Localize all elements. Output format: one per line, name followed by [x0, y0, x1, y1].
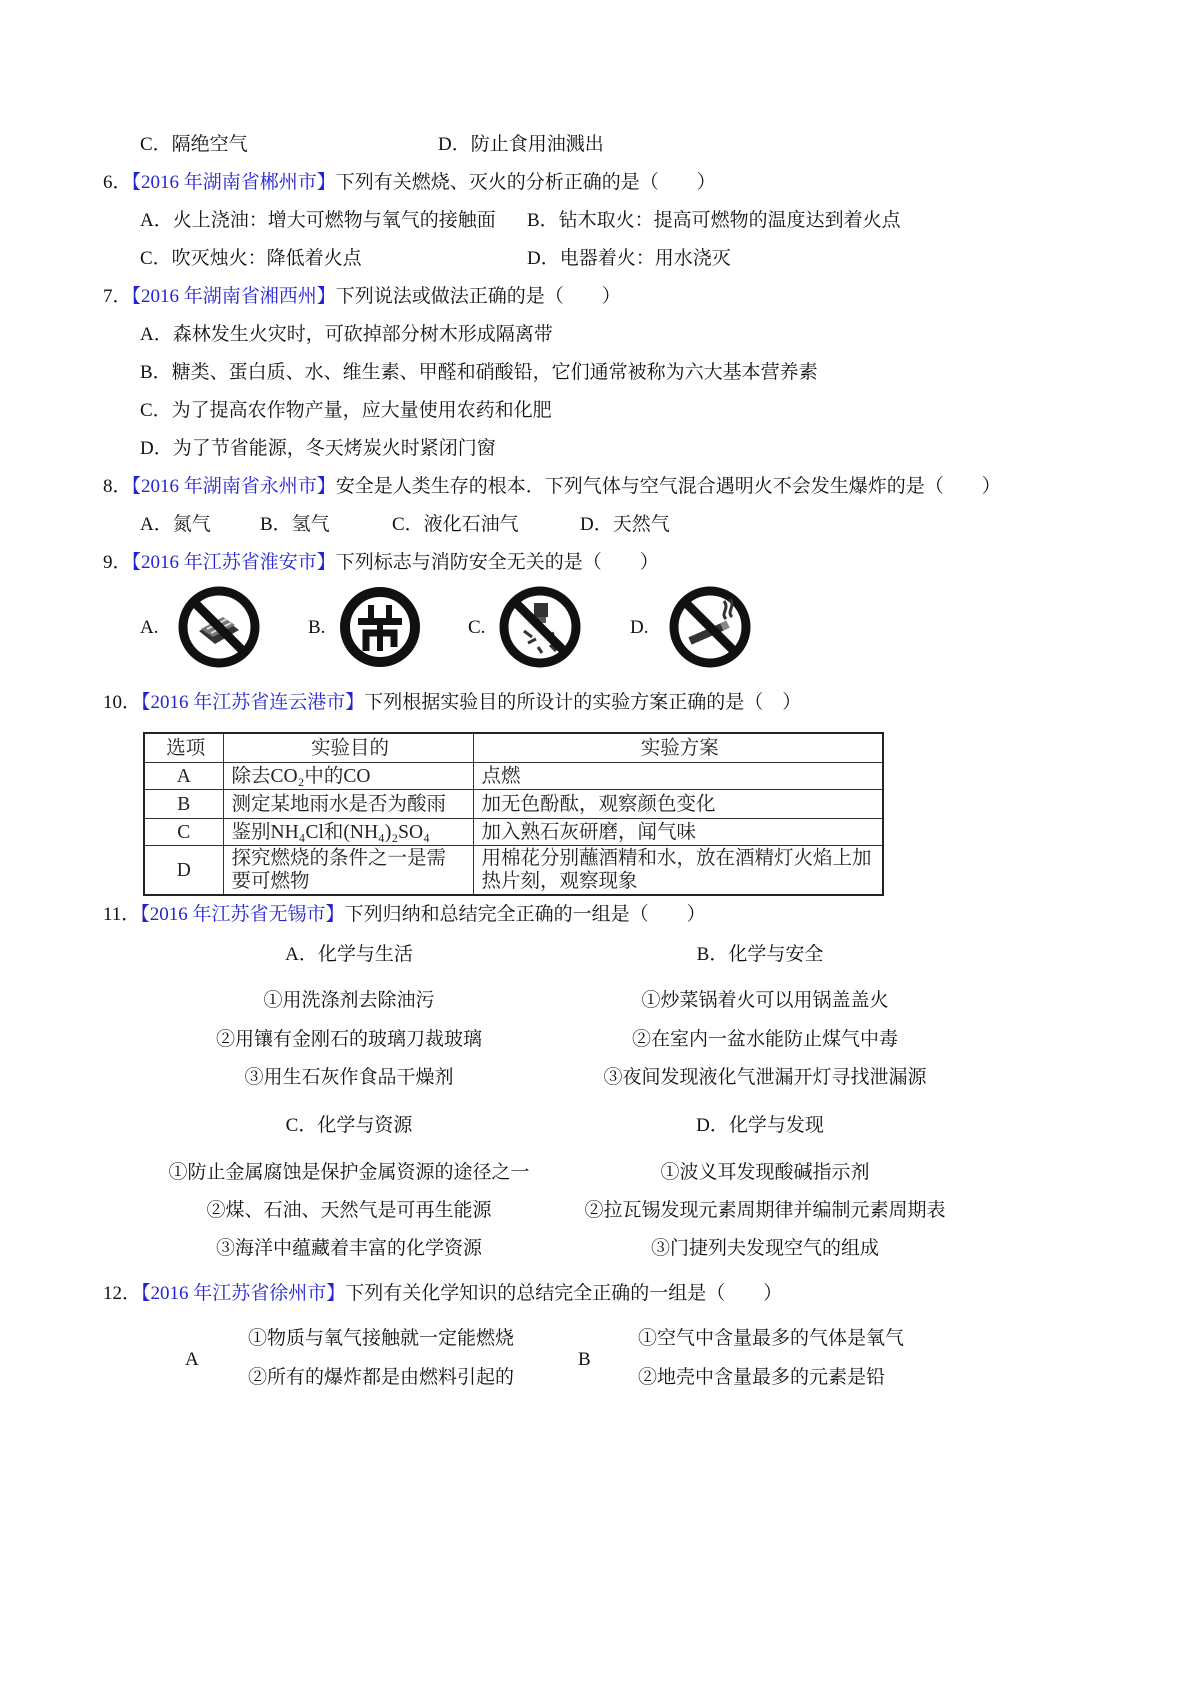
q8-option-d: D．天然气 — [580, 514, 670, 535]
q11-group-a-title: A．化学与生活 — [285, 944, 413, 965]
question-stem: 安全是人类生存的根本．下列气体与空气混合遇明火不会发生爆炸的是（ ） — [335, 476, 1001, 497]
question-number: 9． — [103, 552, 132, 573]
q12-group-b-label: B — [578, 1349, 591, 1370]
q12-group-a-item: ②所有的爆炸都是由燃料引起的 — [248, 1367, 515, 1388]
question-source: 【2016 年湖南省湘西州】 — [131, 286, 336, 307]
q9-heading — [103, 551, 659, 575]
q6-option-d: D．电器着火：用水浇灭 — [527, 248, 731, 269]
q11-group-a-item: ①用洗涤剂去除油污 — [263, 990, 435, 1011]
q9-option-b-label: B. — [308, 617, 326, 638]
table-cell-option: D — [144, 846, 223, 896]
q10-heading — [103, 691, 801, 715]
table-cell-purpose: 除去CO₂中的CO — [223, 763, 473, 790]
q12-group-b-item: ②地壳中含量最多的元素是铅 — [638, 1367, 886, 1388]
question-source: 【2016 年江苏省连云港市】 — [141, 692, 365, 713]
question-number: 12． — [103, 1283, 142, 1304]
table-row — [144, 763, 883, 790]
no-firecrackers-icon — [498, 585, 582, 669]
table-cell-plan: 用棉花分别蘸酒精和水，放在酒精灯火焰上加热片刻，观察现象 — [473, 846, 883, 896]
q11-group-b-item: ①炒菜锅着火可以用锅盖盖火 — [641, 990, 889, 1011]
question-number: 10． — [103, 692, 142, 713]
no-smoking-icon — [668, 585, 752, 669]
circle-symbol-icon — [338, 585, 422, 669]
table-row — [144, 846, 883, 896]
q9-option-d-label: D. — [630, 617, 649, 638]
q5-option-d: D．防止食用油溅出 — [438, 134, 604, 155]
q8-option-b: B．氢气 — [260, 514, 330, 535]
table-header-plan: 实验方案 — [473, 733, 883, 763]
q7-heading — [103, 285, 621, 309]
q11-group-d-item: ②拉瓦锡发现元素周期律并编制元素周期表 — [584, 1200, 946, 1221]
q12-group-a-item: ①物质与氧气接触就一定能燃烧 — [248, 1328, 515, 1349]
q5-option-c: C．隔绝空气 — [140, 134, 248, 155]
q9-option-a-label: A. — [140, 617, 159, 638]
q11-group-d-title: D．化学与发现 — [696, 1115, 824, 1136]
question-stem: 下列有关化学知识的总结完全正确的一组是（ ） — [345, 1283, 783, 1304]
table-cell-plan: 点燃 — [473, 763, 883, 790]
question-source: 【2016 年江苏省徐州市】 — [141, 1283, 346, 1304]
question-source: 【2016 年江苏省无锡市】 — [140, 904, 345, 925]
question-stem: 下列根据实验目的所设计的实验方案正确的是（ ） — [364, 692, 802, 713]
table-header-purpose: 实验目的 — [223, 733, 473, 763]
table-cell-purpose: 鉴别NH₄Cl和(NH₄)₂SO₄ — [223, 819, 473, 846]
no-flammables-icon — [177, 585, 261, 669]
question-stem: 下列归纳和总结完全正确的一组是（ ） — [344, 904, 706, 925]
table-cell-plan: 加无色酚酞，观察颜色变化 — [473, 790, 883, 819]
q8-heading — [103, 475, 1001, 499]
question-number: 7． — [103, 286, 132, 307]
question-source: 【2016 年湖南省永州市】 — [131, 476, 336, 497]
table-cell-purpose: 测定某地雨水是否为酸雨 — [223, 790, 473, 819]
q11-group-a-item: ②用镶有金刚石的玻璃刀裁玻璃 — [215, 1029, 482, 1050]
q8-option-c: C．液化石油气 — [392, 514, 519, 535]
q11-group-c-title: C．化学与资源 — [285, 1115, 413, 1136]
question-stem: 下列有关燃烧、灭火的分析正确的是（ ） — [335, 172, 716, 193]
table-row — [144, 819, 883, 846]
q9-option-c-label: C. — [468, 617, 486, 638]
table-header-row — [144, 733, 883, 763]
table-header-option: 选项 — [144, 733, 223, 763]
question-source: 【2016 年湖南省郴州市】 — [131, 172, 336, 193]
question-stem: 下列标志与消防安全无关的是（ ） — [335, 552, 659, 573]
table-cell-plan: 加入熟石灰研磨，闻气味 — [473, 819, 883, 846]
q7-option-d: D．为了节省能源，冬天烤炭火时紧闭门窗 — [140, 438, 496, 459]
question-source: 【2016 年江苏省淮安市】 — [131, 552, 336, 573]
q6-option-a: A．火上浇油：增大可燃物与氧气的接触面 — [140, 210, 496, 231]
q12-group-b-item: ①空气中含量最多的气体是氧气 — [638, 1328, 905, 1349]
q11-group-d-item: ③门捷列夫发现空气的组成 — [650, 1238, 879, 1259]
q6-option-c: C．吹灭烛火：降低着火点 — [140, 248, 362, 269]
q11-group-b-item: ②在室内一盆水能防止煤气中毒 — [631, 1029, 898, 1050]
experiment-table — [143, 732, 884, 896]
q11-group-a-item: ③用生石灰作食品干燥剂 — [244, 1067, 454, 1088]
question-stem: 下列说法或做法正确的是（ ） — [335, 286, 621, 307]
q12-group-a-label: A — [185, 1349, 199, 1370]
question-number: 8． — [103, 476, 132, 497]
table-cell-option: B — [144, 790, 223, 819]
q6-option-b: B．钻木取火：提高可燃物的温度达到着火点 — [527, 210, 901, 231]
q11-group-b-title: B．化学与安全 — [696, 944, 824, 965]
q11-group-c-item: ①防止金属腐蚀是保护金属资源的途径之一 — [168, 1162, 530, 1183]
q11-heading — [103, 903, 706, 927]
q12-heading — [103, 1282, 782, 1306]
q11-group-c-item: ②煤、石油、天然气是可再生能源 — [206, 1200, 492, 1221]
q11-group-c-item: ③海洋中蕴藏着丰富的化学资源 — [215, 1238, 482, 1259]
q8-option-a: A．氮气 — [140, 514, 211, 535]
table-cell-option: C — [144, 819, 223, 846]
question-number: 6． — [103, 172, 132, 193]
q11-group-b-item: ③夜间发现液化气泄漏开灯寻找泄漏源 — [603, 1067, 927, 1088]
q7-option-a: A．森林发生火灾时，可砍掉部分树木形成隔离带 — [140, 324, 553, 345]
q7-option-c: C．为了提高农作物产量，应大量使用农药和化肥 — [140, 400, 552, 421]
question-number: 11． — [103, 904, 141, 925]
q6-heading — [103, 171, 716, 195]
q7-option-b: B．糖类、蛋白质、水、维生素、甲醛和硝酸铅，它们通常被称为六大基本营养素 — [140, 362, 818, 383]
table-row — [144, 790, 883, 819]
q11-group-d-item: ①波义耳发现酸碱指示剂 — [660, 1162, 870, 1183]
table-cell-purpose: 探究燃烧的条件之一是需要可燃物 — [223, 846, 473, 896]
table-cell-option: A — [144, 763, 223, 790]
